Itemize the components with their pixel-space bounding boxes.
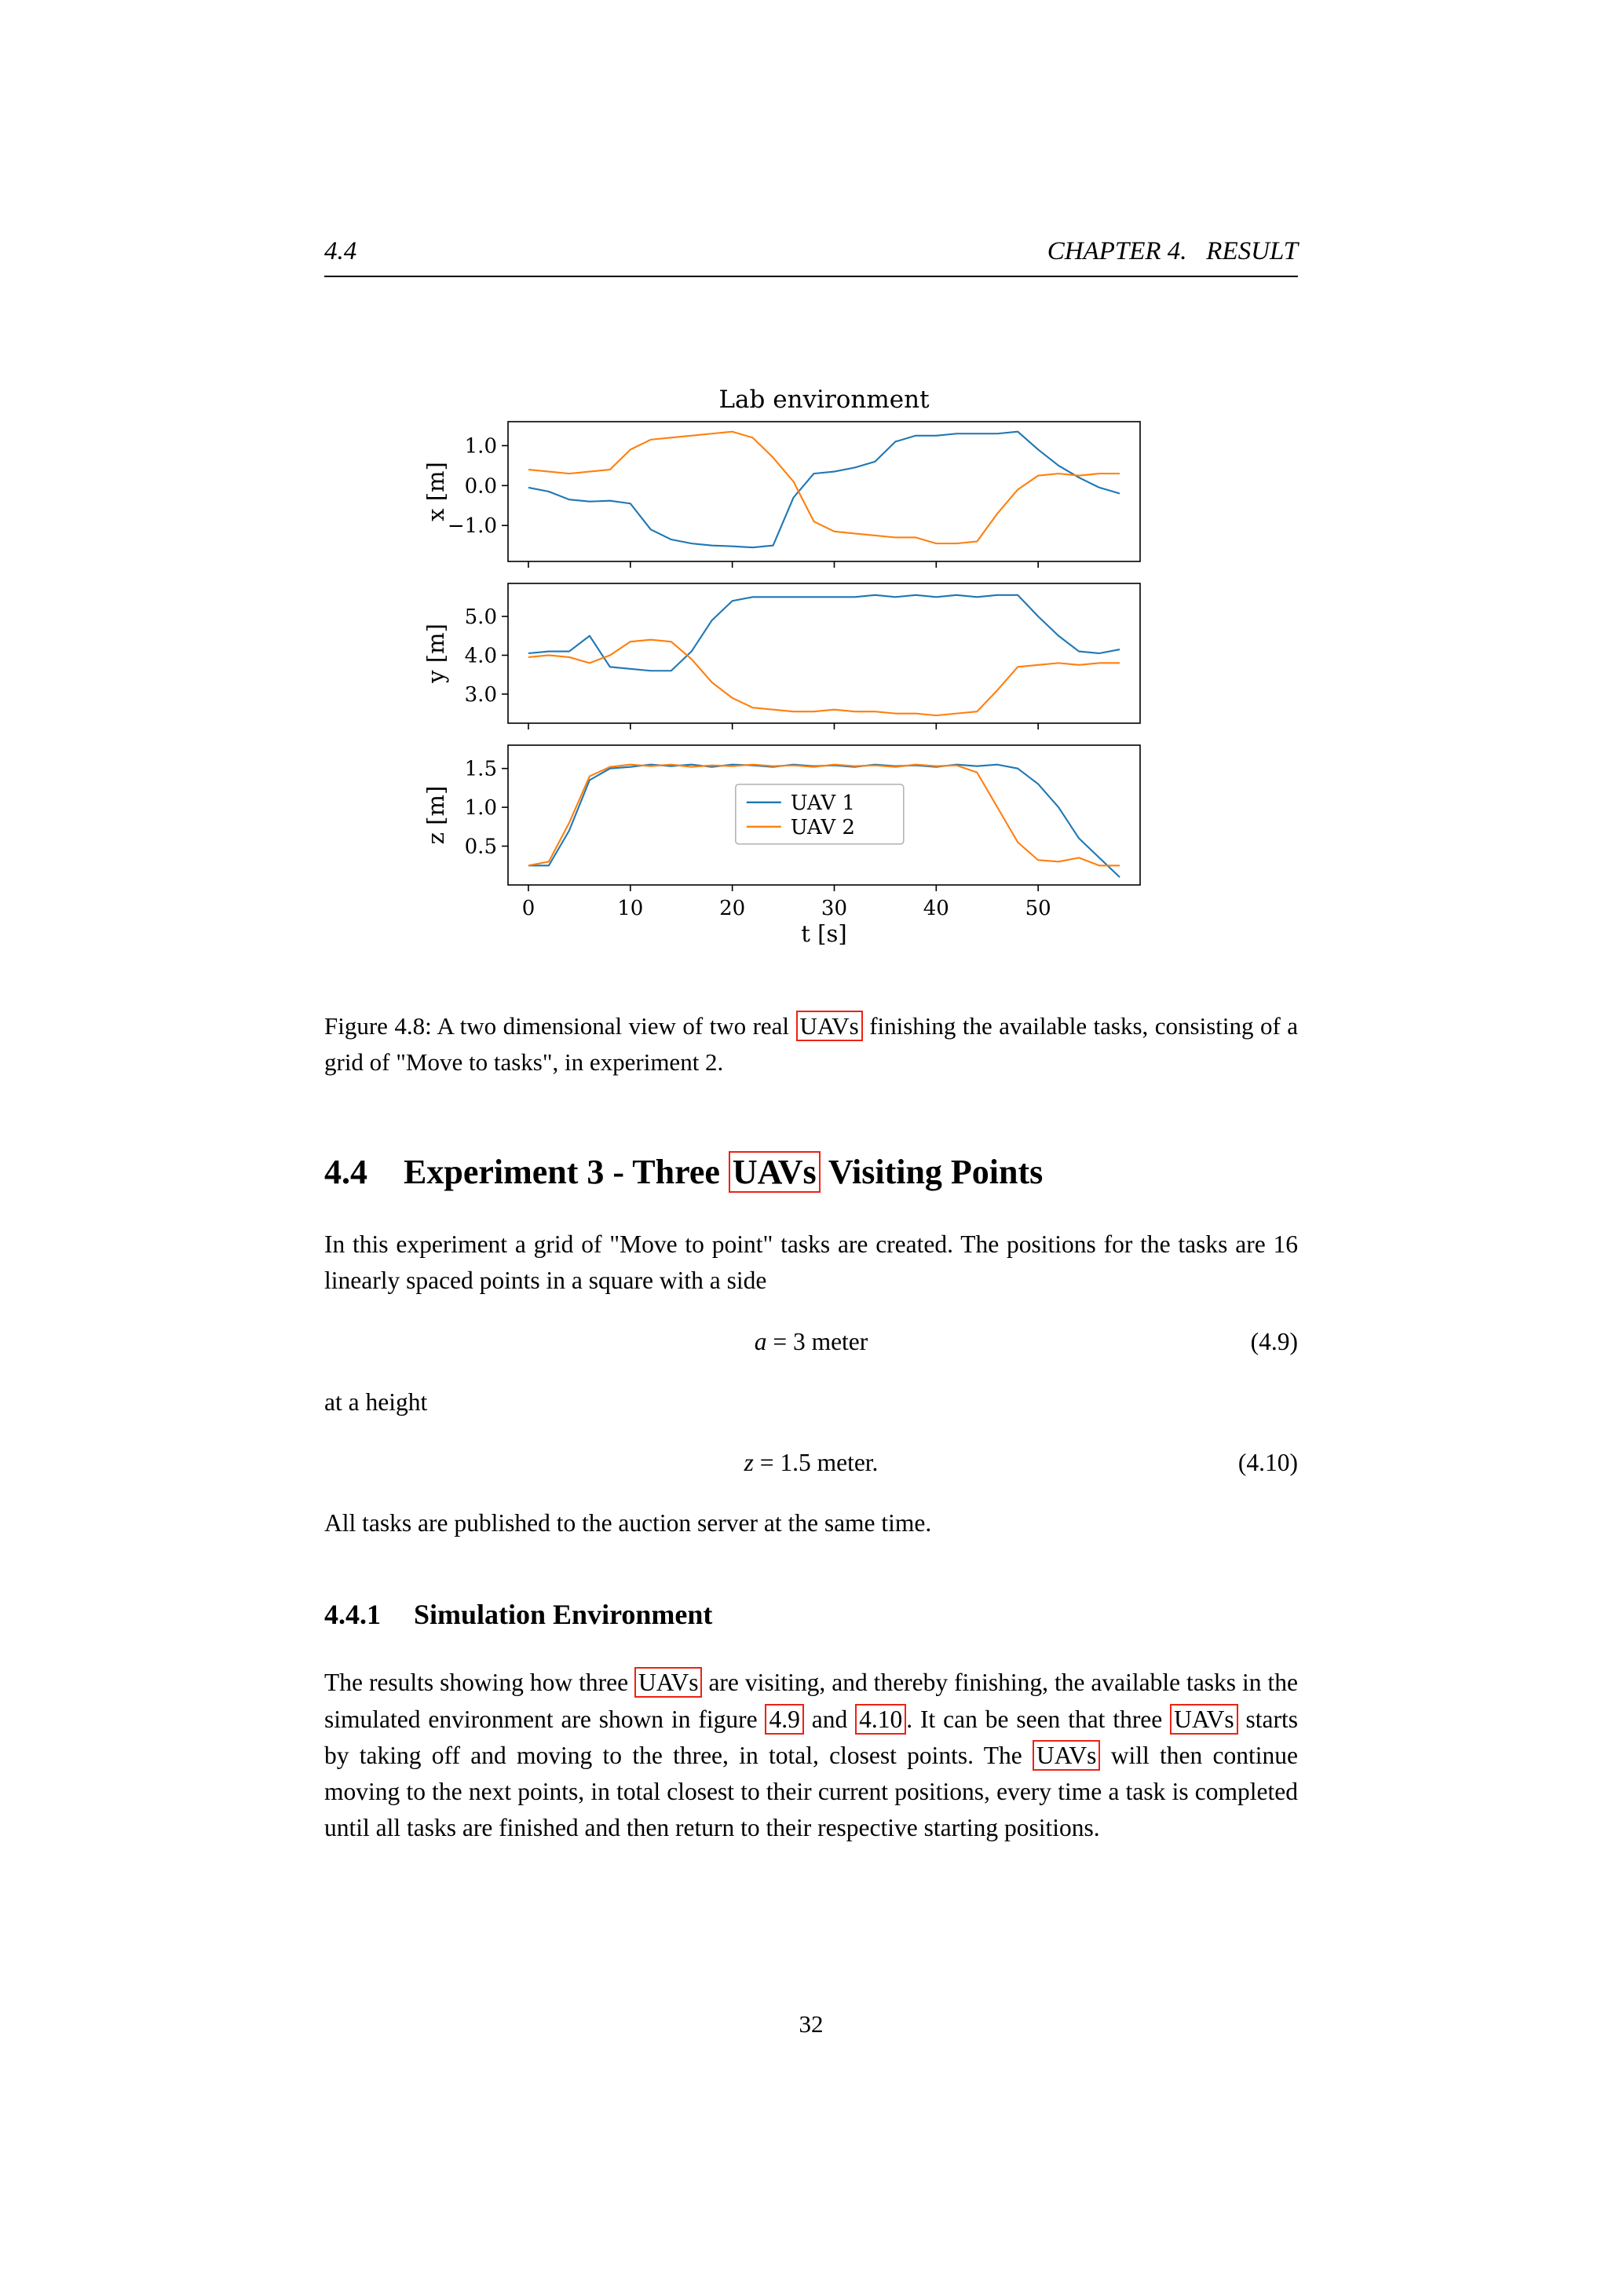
text-run: will then continue moving to the next points, in total closest to their current positions, every time a task is completed until all tasks are finished and then return to their respective starting positions. [324,1741,1298,1842]
subsection-heading [324,1598,1298,1632]
svg-text:0: 0 [521,897,536,920]
svg-text:x [m]: x [m] [422,462,449,521]
equation-variable: a [754,1327,767,1355]
figure-chart-svg [420,386,1154,945]
svg-text:1.0: 1.0 [464,796,497,821]
equation-number: (4.9) [1250,1327,1298,1355]
svg-text:10: 10 [617,897,644,920]
equation-rest: = 3 meter [766,1327,868,1355]
page-content [324,0,1299,2038]
header-section-number: 4.4 [324,237,357,265]
text-run: The results showing how three [324,1669,635,1697]
text-run: Visiting Points [820,1153,1044,1192]
text-run: and [803,1705,856,1733]
subsection-title: Simulation Environment [414,1599,713,1631]
paragraph-all-tasks: All tasks are published to the auction server at the same time. [324,1508,932,1537]
section-number: 4.4 [324,1153,367,1192]
figure-caption [324,1008,1298,1080]
equation-variable: z [744,1448,754,1476]
text-run: Figure 4.8: A two dimensional view of two real [324,1012,796,1040]
svg-text:20: 20 [719,897,746,920]
svg-text:UAV 1: UAV 1 [790,791,855,815]
paragraph-at-height: at a height [324,1387,428,1416]
text-run: finishing the available tasks, consisting of a grid of "Move to tasks", in experiment 2. [324,1012,1298,1076]
subsection-number: 4.4.1 [324,1599,381,1631]
equation-rest: = 1.5 meter. [753,1448,879,1476]
svg-text:y [m]: y [m] [422,623,449,683]
text-run: . It can be seen that three [906,1705,1171,1733]
header-chapter-title: CHAPTER 4. RESULT [1047,237,1298,265]
svg-text:5.0: 5.0 [464,605,497,630]
equation-4-10 [324,1449,1298,1477]
hyperref-link[interactable]: UAVs [1033,1740,1100,1771]
svg-text:Lab environment: Lab environment [718,386,930,414]
svg-text:0.5: 0.5 [464,835,497,859]
equation-4-9 [324,1328,1298,1356]
section-heading [324,1152,1298,1194]
page-number: 32 [799,2010,824,2038]
equation-number: (4.10) [1237,1448,1298,1476]
svg-text:0.0: 0.0 [464,474,497,499]
svg-text:UAV 2: UAV 2 [790,815,855,839]
figure-4-8 [420,386,1298,949]
text-run: Experiment 3 - Three [404,1153,729,1192]
svg-text:50: 50 [1025,897,1051,920]
hyperref-link[interactable]: UAVs [634,1667,702,1698]
text-run: are visiting, and thereby finishing, the available tasks in the simulated environment are shown in figure [324,1669,1298,1733]
hyperref-link[interactable]: 4.10 [855,1704,906,1735]
hyperref-link[interactable]: UAVs [796,1011,863,1041]
hyperref-link[interactable]: 4.9 [765,1704,803,1735]
equation-body [755,1328,868,1355]
svg-text:4.0: 4.0 [464,644,497,668]
svg-text:z [m]: z [m] [422,785,449,845]
svg-text:−1.0: −1.0 [447,514,497,539]
running-header [324,237,1298,277]
paragraph-results [324,1665,1298,1846]
svg-text:3.0: 3.0 [464,682,497,707]
section-title [404,1152,1043,1194]
svg-text:30: 30 [821,897,848,920]
equation-body [744,1449,879,1476]
paragraph-intro: In this experiment a grid of "Move to point" tasks are created. The positions for the tasks are 16 linearly spaced points in a square with a side [324,1230,1298,1295]
hyperref-link[interactable]: UAVs [1170,1704,1237,1735]
svg-text:40: 40 [923,897,949,920]
svg-text:t [s]: t [s] [801,920,847,945]
svg-text:1.0: 1.0 [464,434,497,459]
svg-text:1.5: 1.5 [464,757,497,781]
text-run: starts by taking off and moving to the three, in total, closest points. The [324,1705,1299,1769]
hyperref-link[interactable]: UAVs [729,1151,821,1193]
